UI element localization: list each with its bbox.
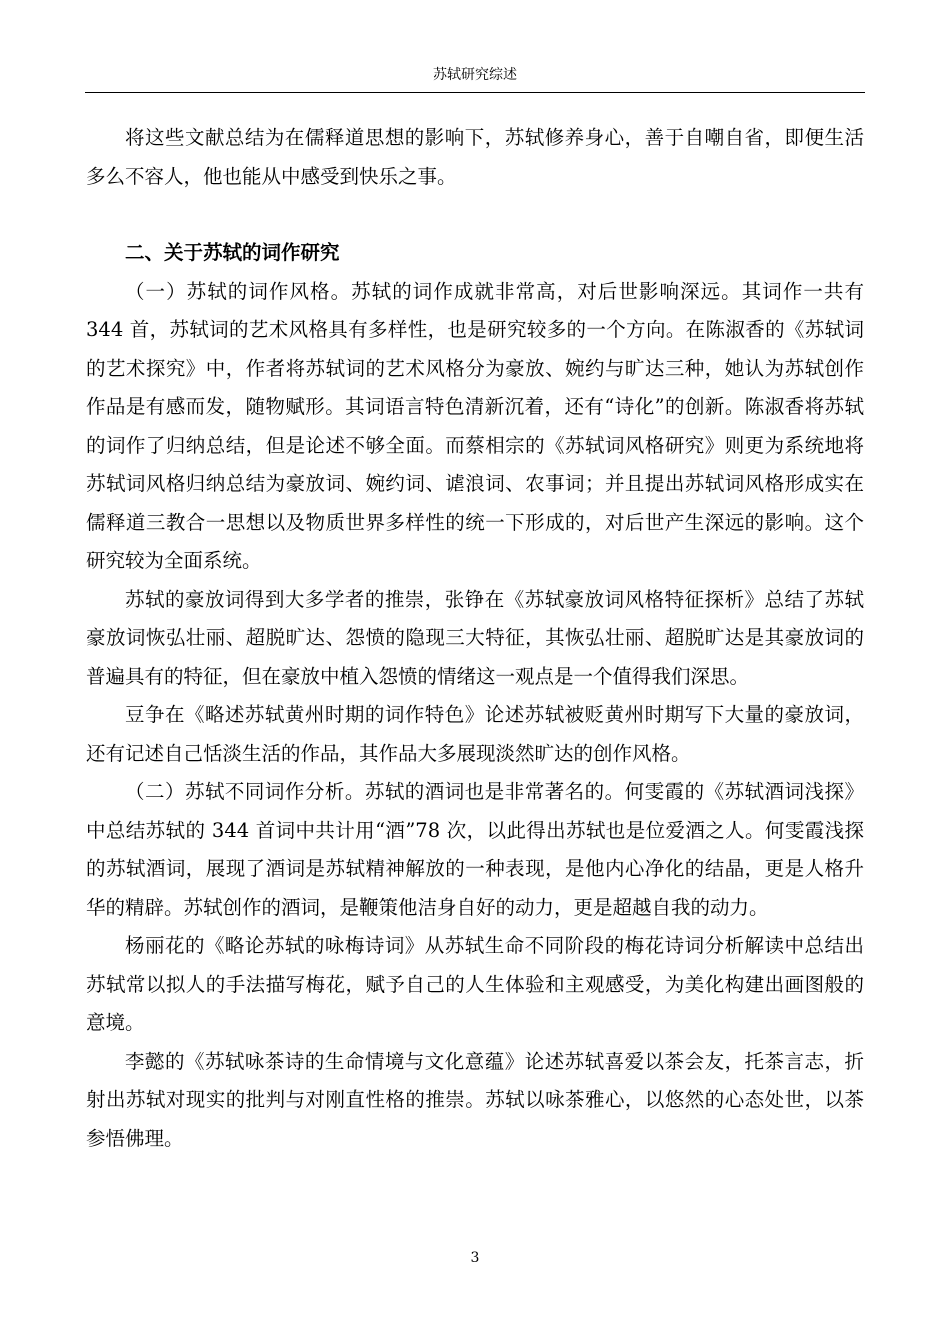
header-divider bbox=[85, 92, 865, 93]
paragraph-plum-poems: 杨丽花的《略论苏轼的咏梅诗词》从苏轼生命不同阶段的梅花诗词分析解读中总结出苏轼常以拟人的手法描写梅花，赋予自己的人生体验和主观感受，为美化构建出画图般的意境。 bbox=[86, 934, 864, 1034]
page-number: 3 bbox=[470, 1250, 480, 1266]
section-heading: 二、关于苏轼的词作研究 bbox=[125, 241, 340, 264]
page-header-title: 苏轼研究综述 bbox=[433, 67, 517, 83]
paragraph-huangzhou: 豆争在《略述苏轼黄州时期的词作特色》论述苏轼被贬黄州时期写下大量的豪放词，还有记述自己恬淡生活的作品，其作品大多展现淡然旷达的创作风格。 bbox=[86, 703, 864, 765]
paragraph-wine-ci: （二）苏轼不同词作分析。苏轼的酒词也是非常著名的。何雯霞的《苏轼酒词浅探》中总结苏轼的 344 首词中共计用“酒”78 次，以此得出苏轼也是位爱酒之人。何雯霞浅探的苏轼酒词，展现了酒词是苏轼精神解放的一种表现，是他内心净化的结晶，更是人格升华的精辟。苏轼创作的酒词，是鞭策他洁身自好的动力，更是超越自我的动力。 bbox=[86, 780, 864, 919]
paragraph-ci-style: （一）苏轼的词作风格。苏轼的词作成就非常高，对后世影响深远。其词作一共有 344 首，苏轼词的艺术风格具有多样性，也是研究较多的一个方向。在陈淑香的《苏轼词的艺术探究》中，作者将苏轼词的艺术风格分为豪放、婉约与旷达三种，她认为苏轼创作作品是有感而发，随物赋形。其词语言特色清新沉着，还有“诗化”的创新。陈淑香将苏轼的词作了归纳总结，但是论述不够全面。而蔡相宗的《苏轼词风格研究》则更为系统地将苏轼词风格归纳总结为豪放词、婉约词、谑浪词、农事词；并且提出苏轼词风格形成实在儒释道三教合一思想以及物质世界多样性的统一下形成的，对后世产生深远的影响。这个研究较为全面系统。 bbox=[86, 279, 864, 572]
blank-line bbox=[86, 196, 864, 234]
paragraph-haofang: 苏轼的豪放词得到大多学者的推崇，张铮在《苏轼豪放词风格特征探析》总结了苏轼豪放词恢弘壮丽、超脱旷达、怨愤的隐现三大特征，其恢弘壮丽、超脱旷达是其豪放词的普遍具有的特征，但在豪放中植入怨愤的情绪这一观点是一个值得我们深思。 bbox=[86, 587, 864, 688]
document-body bbox=[86, 119, 864, 1158]
paragraph-continued: 将这些文献总结为在儒释道思想的影响下，苏轼修养身心，善于自嘲自省，即便生活多么不容人，他也能从中感受到快乐之事。 bbox=[86, 126, 864, 188]
paragraph-tea-poems: 李懿的《苏轼咏茶诗的生命情境与文化意蕴》论述苏轼喜爱以茶会友，托茶言志，折射出苏轼对现实的批判与对刚直性格的推崇。苏轼以咏茶雅心，以悠然的心态处世，以茶参悟佛理。 bbox=[86, 1049, 864, 1150]
